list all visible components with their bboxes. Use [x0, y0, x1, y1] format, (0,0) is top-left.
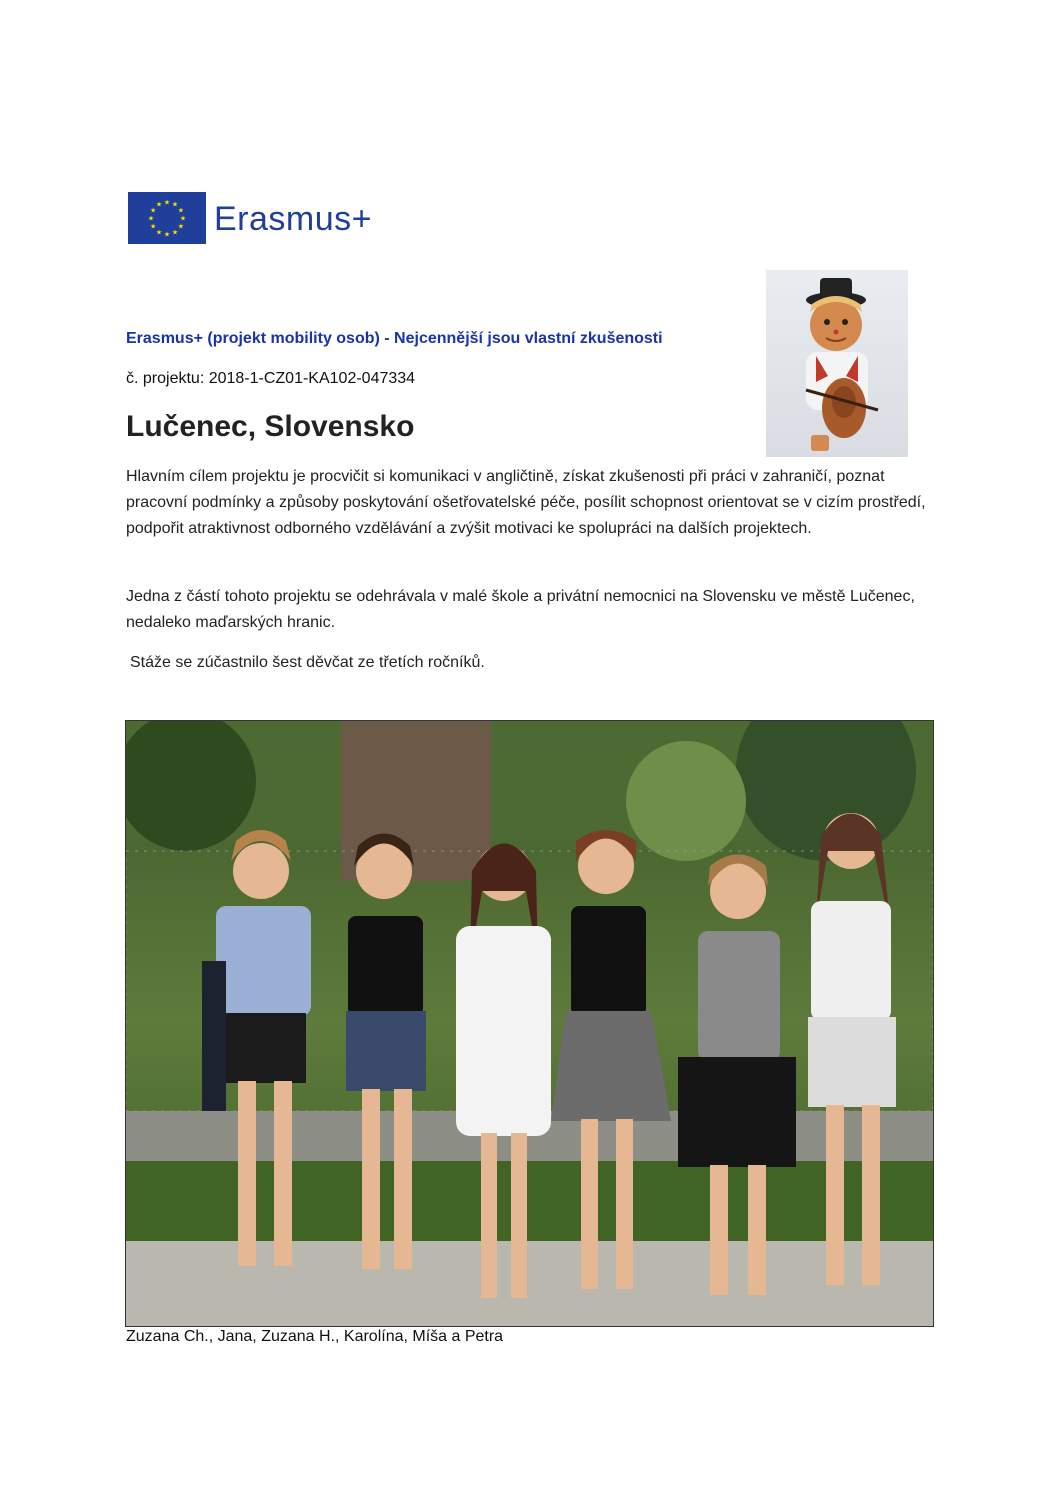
- flag-star-icon: ★: [163, 199, 171, 207]
- flag-star-icon: ★: [149, 207, 157, 215]
- flag-star-icon: ★: [147, 215, 155, 223]
- group-photo: [125, 720, 934, 1327]
- flag-star-icon: ★: [155, 229, 163, 237]
- photo-caption: Zuzana Ch., Jana, Zuzana H., Karolína, Míša a Petra: [126, 1328, 504, 1345]
- erasmus-logo-text: Erasmus+: [214, 200, 372, 238]
- flag-star-icon: ★: [171, 201, 179, 209]
- folk-figurine-photo: [766, 270, 908, 457]
- flag-star-icon: ★: [179, 215, 187, 223]
- eu-flag-icon: [128, 192, 206, 244]
- paragraph-participants: Stáže se zúčastnilo šest děvčat ze třetích ročníků.: [130, 654, 485, 671]
- flag-star-icon: ★: [177, 207, 185, 215]
- flag-star-icon: ★: [177, 223, 185, 231]
- flag-star-icon: ★: [149, 223, 157, 231]
- paragraph-location: Jedna z částí tohoto projektu se odehrávala v malé škole a privátní nemocnici na Slovensku ve městě Lučenec, nedaleko maďarských hranic.: [126, 588, 915, 631]
- flag-star-icon: ★: [155, 201, 163, 209]
- erasmus-logo: [128, 192, 388, 248]
- project-subtitle: Erasmus+ (projekt mobility osob) - Nejcennější jsou vlastní zkušenosti: [126, 330, 663, 347]
- paragraph-goals: Hlavním cílem projektu je procvičit si komunikaci v angličtině, získat zkušenosti při práci v zahraničí, poznat pracovní podmínky a způsoby poskytování ošetřovatelské péče, posílit schopnost orientovat se v cizím prostředí, podpořit atraktivnost odborného vzdělávání a zvýšit motivaci ke spolupráci na dalších projektech.: [126, 468, 926, 537]
- flag-star-icon: ★: [171, 229, 179, 237]
- project-number: č. projektu: 2018-1-CZ01-KA102-047334: [126, 370, 416, 387]
- flag-star-icon: ★: [163, 231, 171, 239]
- page-heading: Lučenec, Slovensko: [126, 410, 415, 443]
